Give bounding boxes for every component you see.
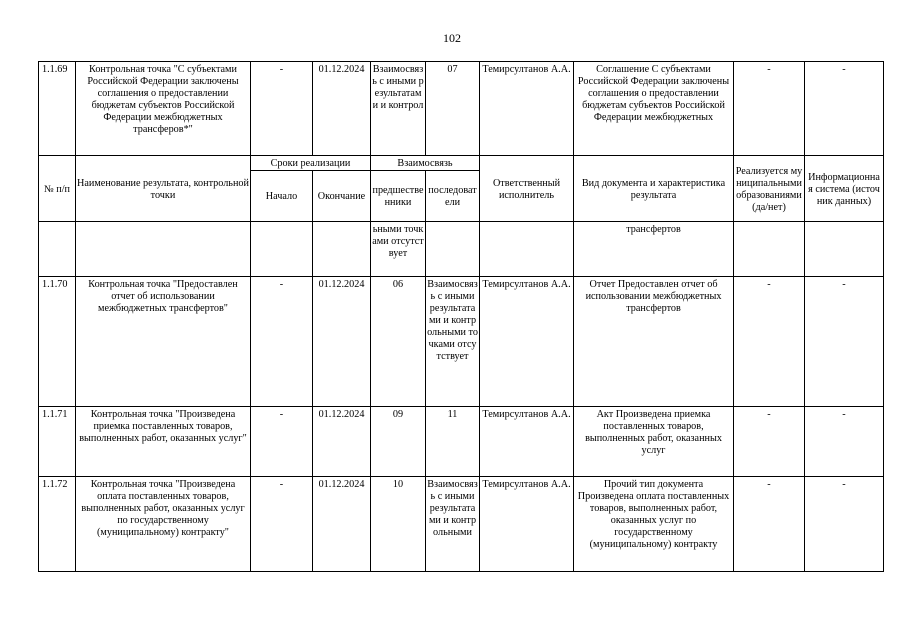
page-number: 102	[443, 31, 461, 45]
header-terms: Сроки реализации	[251, 156, 371, 171]
header-successors: последователи	[426, 171, 480, 222]
cell-successors: Взаимосвязь с иными результатами и контрольными	[426, 477, 480, 572]
cell-responsible: Темирсултанов А.А.	[480, 277, 574, 407]
cell-end: 01.12.2024	[313, 407, 371, 477]
cell-predecessors: ьными точками отсутствует	[371, 222, 426, 277]
cell-doc-type: Отчет Предоставлен отчет об использовании межбюджетных трансфертов	[574, 277, 734, 407]
cell-doc-type: трансфертов	[574, 222, 734, 277]
table-row-1-1-71	[39, 407, 884, 477]
header-num: № п/п	[39, 156, 76, 222]
cell-predecessors: 06	[371, 277, 426, 407]
header-municipal: Реализуется муниципальными образованиями (да/нет)	[734, 156, 805, 222]
cell-municipal: -	[734, 477, 805, 572]
header-predecessors: предшественники	[371, 171, 426, 222]
cell-info-system: -	[805, 407, 884, 477]
cell-num: 1.1.72	[39, 477, 76, 572]
cell-end: 01.12.2024	[313, 277, 371, 407]
cell-end: 01.12.2024	[313, 62, 371, 156]
cell-start: -	[251, 62, 313, 156]
cell-name: Контрольная точка "Предоставлен отчет об использовании межбюджетных трансфертов"	[76, 277, 251, 407]
control-points-table	[38, 61, 884, 572]
cell-predecessors: 09	[371, 407, 426, 477]
cell-responsible: Темирсултанов А.А.	[480, 62, 574, 156]
cell-responsible: Темирсултанов А.А.	[480, 477, 574, 572]
table-header-row	[39, 156, 884, 171]
header-responsible: Ответственный исполнитель	[480, 156, 574, 222]
header-name: Наименование результата, контрольной точки	[76, 156, 251, 222]
cell-name: Контрольная точка "Произведена приемка поставленных товаров, выполненных работ, оказанных услуг"	[76, 407, 251, 477]
header-doc-type: Вид документа и характеристика результата	[574, 156, 734, 222]
cell-successors: 11	[426, 407, 480, 477]
cell-responsible: Темирсултанов А.А.	[480, 407, 574, 477]
cell-info-system: -	[805, 62, 884, 156]
cell-name: Контрольная точка "С субъектами Российской Федерации заключены соглашения о предоставлении бюджетам субъектов Российской Федерации межбюджетных трансферов*"	[76, 62, 251, 156]
cell-info-system: -	[805, 277, 884, 407]
cell-successors: Взаимосвязь с иными результатами и контрольными точками отсутствует	[426, 277, 480, 407]
cell-predecessors: Взаимосвязь с иными результатами и контрол	[371, 62, 426, 156]
cell-num: 1.1.71	[39, 407, 76, 477]
cell-municipal: -	[734, 407, 805, 477]
cell-start: -	[251, 277, 313, 407]
header-end: Окончание	[313, 171, 371, 222]
cell-doc-type: Акт Произведена приемка поставленных товаров, выполненных работ, оказанных услуг	[574, 407, 734, 477]
header-start: Начало	[251, 171, 313, 222]
cell-num: 1.1.69	[39, 62, 76, 156]
table-row-continuation	[39, 222, 884, 277]
cell-predecessors: 10	[371, 477, 426, 572]
cell-municipal: -	[734, 62, 805, 156]
cell-start: -	[251, 477, 313, 572]
cell-name: Контрольная точка "Произведена оплата поставленных товаров, выполненных работ, оказанных услуг по государственному (муниципальному) контракту"	[76, 477, 251, 572]
cell-end: 01.12.2024	[313, 477, 371, 572]
cell-successors: 07	[426, 62, 480, 156]
table-row-1-1-70	[39, 277, 884, 407]
header-links: Взаимосвязь	[371, 156, 480, 171]
table-row-1-1-72	[39, 477, 884, 572]
header-info-system: Информационная система (источник данных)	[805, 156, 884, 222]
cell-start: -	[251, 407, 313, 477]
cell-doc-type: Прочий тип документа Произведена оплата поставленных товаров, выполненных работ, оказанных услуг по государственному (муниципальному) контракту	[574, 477, 734, 572]
table-row-1-1-69	[39, 62, 884, 156]
cell-info-system: -	[805, 477, 884, 572]
cell-num: 1.1.70	[39, 277, 76, 407]
cell-doc-type: Соглашение С субъектами Российской Федерации заключены соглашения о предоставлении бюджетам субъектов Российской Федерации межбюджетных	[574, 62, 734, 156]
cell-municipal: -	[734, 277, 805, 407]
